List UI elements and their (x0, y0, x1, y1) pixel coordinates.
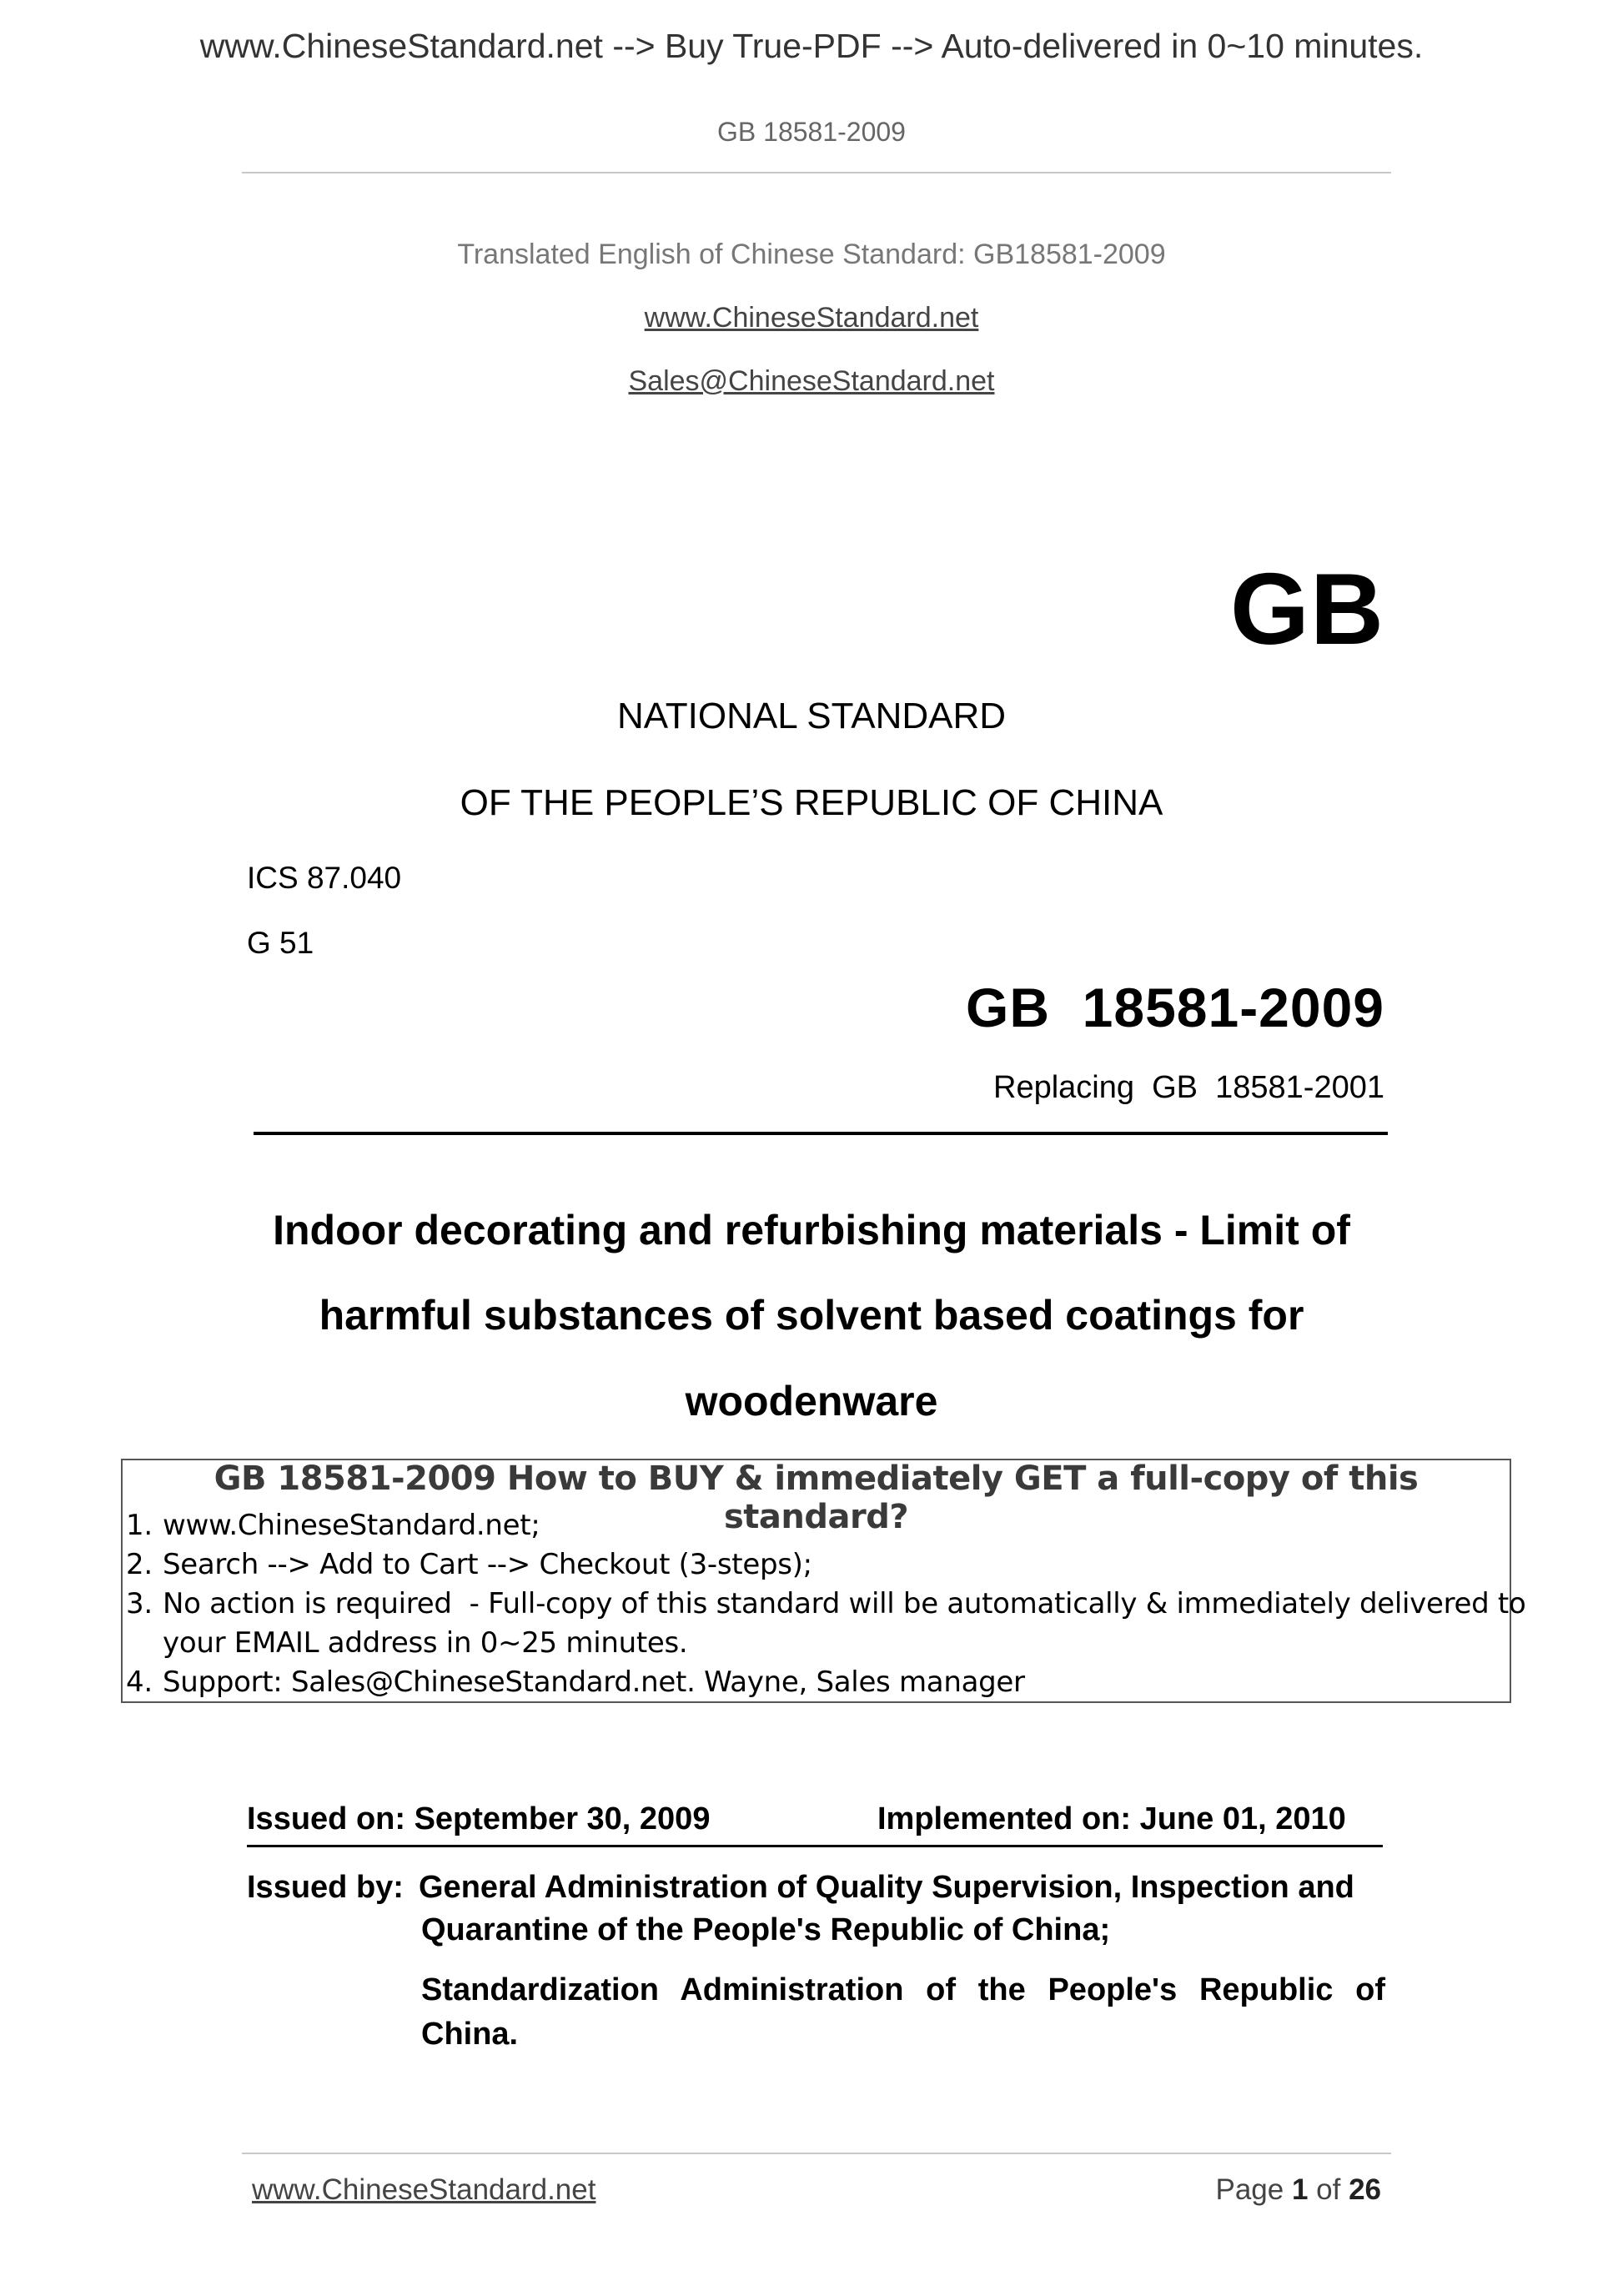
implemented-on-date: Implemented on: June 01, 2010 (877, 1801, 1346, 1836)
national-standard-line2: OF THE PEOPLE’S REPUBLIC OF CHINA (460, 782, 1163, 823)
list-item-text: Search --> Add to Cart --> Checkout (3-steps); (163, 1548, 812, 1581)
ics-code: ICS 87.040 (247, 861, 402, 895)
issuer-line-1: General Administration of Quality Supervision, Inspection and (419, 1870, 1354, 1905)
footer-website-link[interactable]: www.ChineseStandard.net (252, 2173, 596, 2206)
issued-on-date: Issued on: September 30, 2009 (247, 1801, 711, 1836)
issuer-line-4: China. (421, 2017, 519, 2052)
translated-note: Translated English of Chinese Standard: GB18581-2009 (457, 239, 1166, 270)
national-standard-line1: NATIONAL STANDARD (616, 696, 1007, 736)
replacing-note: Replacing GB 18581-2001 (993, 1070, 1384, 1105)
page-total: 26 (1349, 2173, 1381, 2206)
ccs-code: G 51 (247, 926, 314, 960)
standard-number: GB 18581-2009 (965, 977, 1384, 1038)
list-item (126, 1509, 540, 1542)
list-item-number: 1. (126, 1509, 153, 1542)
list-item (126, 1665, 1025, 1699)
gb-mark: GB (1230, 552, 1384, 666)
top-banner: www.ChineseStandard.net --> Buy True-PDF --> Auto-delivered in 0~10 minutes. (199, 27, 1424, 65)
title-line-2: harmful substances of solvent based coatings for (319, 1292, 1304, 1339)
list-item-text: No action is required - Full-copy of this standard will be automatically & immediately delivered to (163, 1587, 1526, 1620)
website-link[interactable]: www.ChineseStandard.net (644, 302, 979, 334)
sales-email-link[interactable]: Sales@ChineseStandard.net (628, 365, 995, 397)
list-item-number: 4. (126, 1665, 153, 1699)
page-current: 1 (1291, 2173, 1309, 2206)
list-item (126, 1548, 812, 1581)
page-indicator (1215, 2173, 1381, 2207)
dates-divider (247, 1845, 1383, 1847)
title-line-3: woodenware (685, 1378, 938, 1424)
header-divider (242, 172, 1391, 173)
list-item-continuation: your EMAIL address in 0~25 minutes. (163, 1626, 688, 1660)
issuer-line-3: Standardization Administration of the People's Republic of (421, 1972, 1385, 2007)
page-prefix: Page (1215, 2173, 1292, 2206)
header-standard-code: GB 18581-2009 (717, 117, 906, 147)
list-item-text: Support: Sales@ChineseStandard.net. Wayne, Sales manager (163, 1665, 1025, 1699)
page-mid: of (1308, 2173, 1349, 2206)
title-divider (254, 1132, 1388, 1135)
title-line-1: Indoor decorating and refurbishing materials - Limit of (273, 1207, 1350, 1254)
issued-by-label: Issued by: (247, 1870, 404, 1905)
buy-box-title: GB 18581-2009 How to BUY & immediately GET a full-copy of this standard? (214, 1459, 1419, 1536)
issuer-line-2: Quarantine of the People's Republic of China; (421, 1912, 1111, 1947)
footer-divider (242, 2153, 1391, 2154)
list-item-number: 2. (126, 1548, 153, 1581)
list-item-text: www.ChineseStandard.net; (163, 1509, 540, 1542)
list-item (126, 1587, 1525, 1620)
list-item-number: 3. (126, 1587, 153, 1620)
